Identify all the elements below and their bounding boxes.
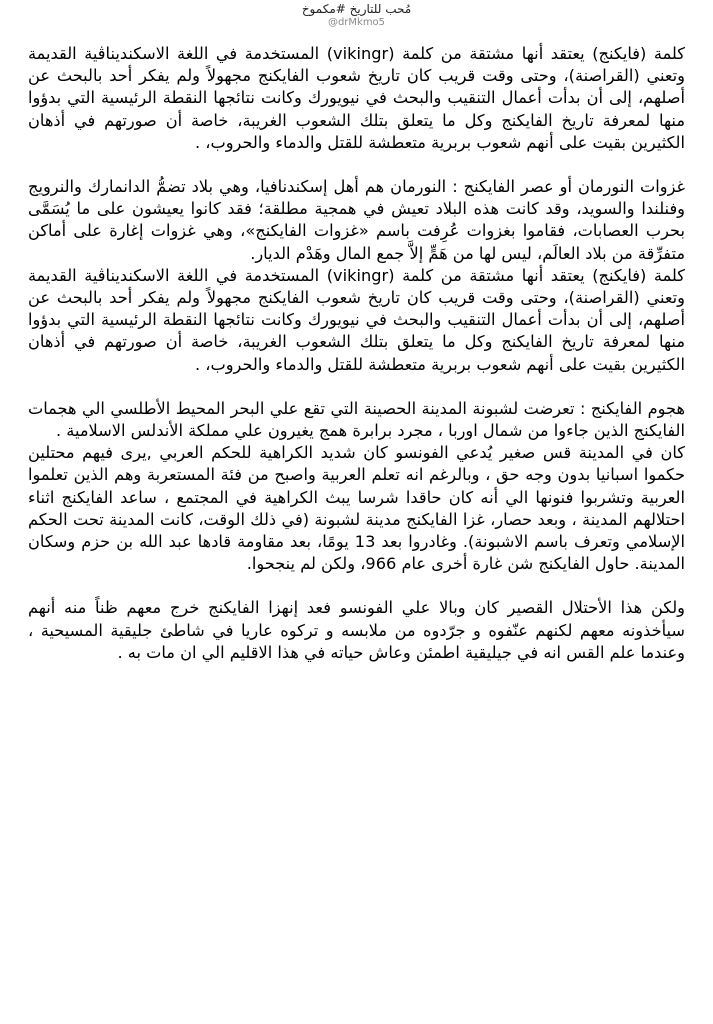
paragraph-vikingr-origin-repeat: كلمة (فايكنج) يعتقد أنها مشتقة من كلمة (vikingr) المستخدمة في اللغة الاسكنديناڤية القديمة وتعني (القراصنة)، وحتى وقت قريب كان تاريخ شعوب الفايكنج مجهولاً ولم يفكر أحد بالبحث عن أصلهم، إلى أن بدأت أعمال التنقيب والبحث في نيويورك وكانت نتائجها النقطة الرئيسية التي بدؤوا منها لمعرفة تاريخ الفايكنج وكل ما يتعلق بتلك الشعوب الغريبة، خاصة أن صورتهم في أذهان الكثيرين بقيت على أنهم شعوب بربرية متعطشة للقتل والدماء والحروب، .	[28, 265, 685, 374]
paragraph-spacer	[28, 575, 685, 597]
paragraph-viking-attack: هجوم الفايكنج : تعرضت لشبونة المدينة الحصينة التي تقع علي البحر المحيط الأطلسي الي هجمات الفايكنج الذين جاءوا من شمال اوربا ، مجرد برابرة همج يغيرون علي مملكة الأندلس الاسلامية .	[28, 398, 685, 441]
paragraph-spacer	[28, 376, 685, 398]
paragraph-alfonso-fate: ولكن هذا الأحتلال القصير كان وبالا علي الفونسو فعد إنهزا الفايكنج خرج معهم ظناً منه أنهم سيأخذونه معهم لكنهم عنّفوه و جرّدوه من ملابسه و تركوه عاريا في شاطئ جليقية المسيحية ، وعندما علم القس انه في جيليقية اطمئن وعاش حياته في هذا الاقليم الي ان مات به .	[28, 598, 685, 662]
paragraph-norman-raids: غزوات النورمان أو عصر الفايكنج : النورمان هم أهل إسكندنافيا، وهي بلاد تضمُّ الدانمارك والنرويج وفنلندا والسويد، وقد كانت هذه البلاد تعيش في همجية مطلقة؛ فقد كانوا يعيشون على ما يُسَمَّى بحرب العصابات، فقاموا بغزوات عُرِفت باسم «غزوات الفايكنج»، وهي غزوات إغارة على أماكن متفرِّقة من بلاد العالَم، ليس لها من هَمٍّ إلاَّ جمع المال وهَدْم الديار.	[28, 177, 685, 263]
article-body	[28, 43, 685, 664]
post-header	[28, 2, 685, 29]
paragraph-spacer	[28, 154, 685, 176]
paragraph-vikingr-origin: كلمة (فايكنج) يعتقد أنها مشتقة من كلمة (vikingr) المستخدمة في اللغة الاسكنديناڤية القديمة وتعني (القراصنة)، وحتى وقت قريب كان تاريخ شعوب الفايكنج مجهولاً ولم يفكر أحد بالبحث عن أصلهم، إلى أن بدأت أعمال التنقيب والبحث في نيويورك وكانت نتائجها النقطة الرئيسية التي بدؤوا منها لمعرفة تاريخ الفايكنج وكل ما يتعلق بتلك الشعوب الغريبة، خاصة أن صورتهم في أذهان الكثيرين بقيت على أنهم شعوب بربرية متعطشة للقتل والدماء والحروب، .	[28, 44, 685, 152]
author-handle[interactable]: @drMkmo5	[327, 17, 386, 28]
author-name[interactable]: مُحب للتاريخ #مكموخ	[301, 2, 412, 16]
paragraph-alfonso-priest: كان في المدينة قس صغير يُدعي الفونسو كان شديد الكراهية للحكم العربي ,يرى فيهم محتلين حكموا اسبانيا بدون وجه حق ، وبالرغم انه تعلم العربية واصبح من فئة المستعربة وهم الذين تعلموا العربية وتشربوا فنونها الي أنه كان حاقدا شرسا يبث الكراهية في المجتمع ، ساعد الفايكنج اثناء احتلالهم المدينة ، وبعد حصار، غزا الفايكنج مدينة لشبونة (في ذلك الوقت، كانت المدينة تحت الحكم الإسلامي وتعرف باسم الاشبونة). وغادروا بعد 13 يومًا، بعد مقاومة قادها عبد الله بن حزم وسكان المدينة. حاول الفايكنج شن غارة أخرى عام 966، ولكن لم ينجحوا.	[28, 443, 685, 574]
